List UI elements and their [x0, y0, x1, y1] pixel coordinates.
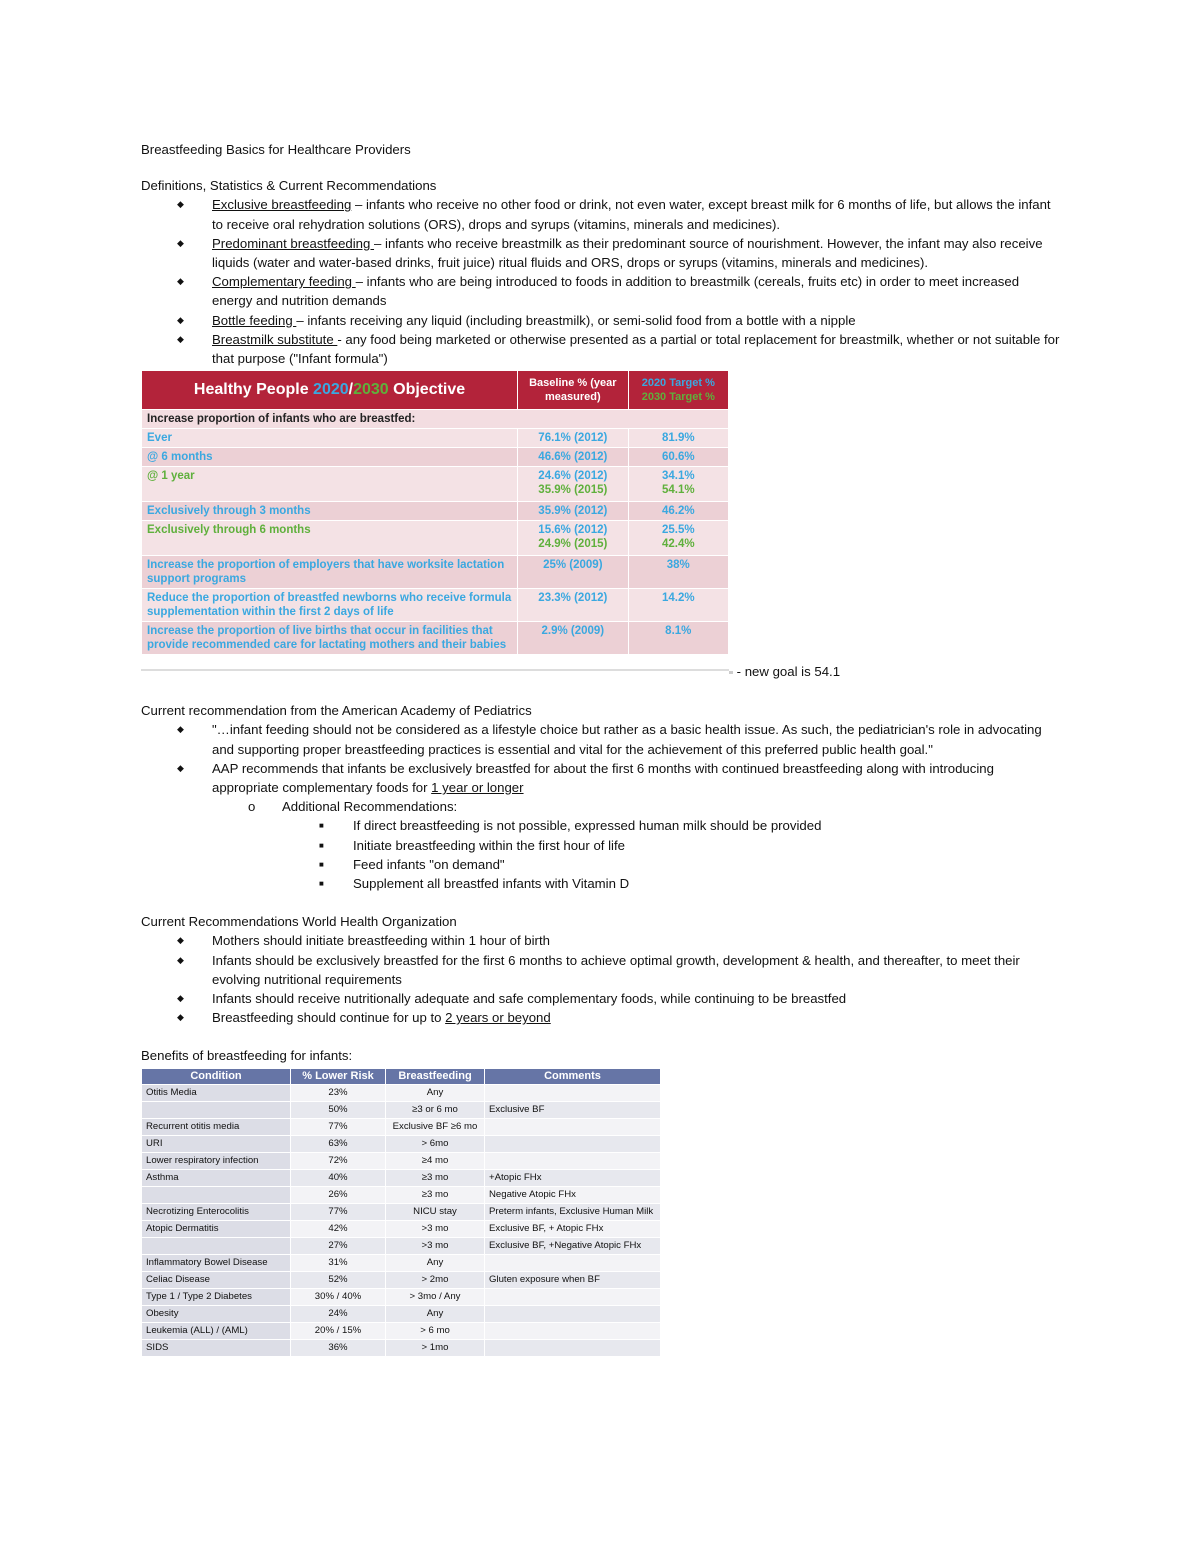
list-item: ■ Feed infants "on demand" — [141, 855, 1061, 874]
definitions-list — [141, 195, 1061, 368]
breastfeeding-cell: NICU stay — [386, 1203, 485, 1220]
definition-term: Complementary feeding — [212, 274, 356, 290]
table-header-objective: Healthy People 2020/2030 Objective — [142, 371, 518, 410]
breastfeeding-cell: > 6mo — [386, 1135, 485, 1152]
lower-risk-cell: 26% — [291, 1186, 386, 1203]
healthy-people-figure — [141, 370, 1061, 682]
table-row — [142, 1288, 661, 1305]
bullet-icon: ◆ — [177, 954, 184, 965]
definition-term: Breastmilk substitute — [212, 331, 338, 347]
table-row: Ever 76.1% (2012) 81.9% — [142, 429, 729, 448]
comments-cell — [485, 1305, 661, 1322]
breastfeeding-cell: ≥3 mo — [386, 1186, 485, 1203]
column-header: Condition — [142, 1068, 291, 1084]
lower-risk-cell: 20% / 15% — [291, 1322, 386, 1339]
comments-cell: Exclusive BF — [485, 1101, 661, 1118]
list-item: ◆ Breastfeeding should continue for up to 2 years or beyond — [141, 1008, 1061, 1027]
list-item: ■ If direct breastfeeding is not possible, expressed human milk should be provided — [141, 816, 1061, 835]
comments-cell — [485, 1152, 661, 1169]
condition-cell: Type 1 / Type 2 Diabetes — [142, 1288, 291, 1305]
comments-cell — [485, 1339, 661, 1356]
breastfeeding-cell: >3 mo — [386, 1220, 485, 1237]
benefits-table — [141, 1068, 661, 1357]
condition-cell: Leukemia (ALL) / (AML) — [142, 1322, 291, 1339]
bullet-icon: ◆ — [177, 993, 184, 1004]
breastfeeding-cell: ≥3 or 6 mo — [386, 1101, 485, 1118]
condition-cell: Lower respiratory infection — [142, 1152, 291, 1169]
bullet-icon: ◆ — [177, 237, 184, 248]
condition-cell — [142, 1186, 291, 1203]
document-body — [141, 140, 1061, 1357]
additional-recommendations-list — [141, 816, 1061, 893]
definition-term: Exclusive breastfeeding — [212, 197, 352, 213]
table-header-target: 2020 Target % 2030 Target % — [628, 371, 728, 410]
list-item — [141, 720, 1061, 758]
table-row — [142, 1118, 661, 1135]
comments-cell: Negative Atopic FHx — [485, 1186, 661, 1203]
definition-term: Bottle feeding — [212, 312, 297, 328]
table-row — [142, 1084, 661, 1101]
additional-recommendations-label: Additional Recommendations: — [282, 799, 458, 815]
list-item: ■ Supplement all breastfed infants with Vitamin D — [141, 874, 1061, 893]
lower-risk-cell: 31% — [291, 1254, 386, 1271]
healthy-people-table — [141, 370, 729, 655]
lower-risk-cell: 72% — [291, 1152, 386, 1169]
table-row — [142, 1101, 661, 1118]
list-item — [141, 759, 1061, 893]
square-bullet-icon: ■ — [319, 879, 324, 889]
definition-term: Predominant breastfeeding — [212, 235, 375, 251]
breastfeeding-cell: > 1mo — [386, 1339, 485, 1356]
aap-quote: "…infant feeding should not be considered as a lifestyle choice but rather as a basic health issue. As such, the pediatrician's role in advocating and supporting proper breastfeeding practices is essential and vital for the achievement of this preferred public health goal." — [212, 722, 1042, 757]
breastfeeding-cell: > 6 mo — [386, 1322, 485, 1339]
table-row — [142, 1135, 661, 1152]
aap-recommendation: AAP recommends that infants be exclusively breastfed for about the first 6 months with continued breastfeeding along with introducing appropriate complementary foods for — [212, 760, 994, 796]
square-bullet-icon: ■ — [319, 859, 324, 869]
comments-cell: Exclusive BF, +Negative Atopic FHx — [485, 1237, 661, 1254]
condition-cell: Inflammatory Bowel Disease — [142, 1254, 291, 1271]
comments-cell: Preterm infants, Exclusive Human Milk — [485, 1203, 661, 1220]
definition-text: - any food being marketed or otherwise presented as a partial or total replacement for breastmilk, whether or not suitable for that purpose ("Infant formula") — [212, 331, 1060, 367]
comments-cell: +Atopic FHx — [485, 1169, 661, 1186]
table-row — [142, 1254, 661, 1271]
column-header: % Lower Risk — [291, 1068, 386, 1084]
who-heading: Current Recommendations World Health Organization — [141, 914, 457, 930]
lower-risk-cell: 30% / 40% — [291, 1288, 386, 1305]
lower-risk-cell: 24% — [291, 1305, 386, 1322]
document-title: Breastfeeding Basics for Healthcare Providers — [141, 142, 411, 157]
table-subheading: Increase proportion of infants who are breastfed: — [142, 410, 729, 429]
table-subheading-row — [142, 410, 729, 429]
table-row — [142, 1237, 661, 1254]
breastfeeding-cell: ≥4 mo — [386, 1152, 485, 1169]
breastfeeding-cell: Any — [386, 1084, 485, 1101]
aap-heading: Current recommendation from the American Academy of Pediatrics — [141, 703, 532, 719]
table-row: @ 1 year 24.6% (2012) 35.9% (2015) 34.1% 54.1% — [142, 467, 729, 502]
condition-cell: Otitis Media — [142, 1084, 291, 1101]
lower-risk-cell: 23% — [291, 1084, 386, 1101]
comments-cell — [485, 1322, 661, 1339]
definition-text: – infants receiving any liquid (including breastmilk), or semi-solid food from a bottle with a nipple — [296, 312, 856, 328]
lower-risk-cell: 52% — [291, 1271, 386, 1288]
aap-recommendation-duration: 1 year or longer — [431, 780, 524, 796]
square-bullet-icon: ■ — [319, 840, 324, 850]
lower-risk-cell: 42% — [291, 1220, 386, 1237]
comments-cell: Exclusive BF, + Atopic FHx — [485, 1220, 661, 1237]
table-row — [142, 1169, 661, 1186]
list-item — [141, 234, 1061, 272]
square-bullet-icon: ■ — [319, 821, 324, 831]
definition-text: – infants who receive breastmilk as their predominant source of nourishment. However, the infant may also receive liquids (water and water-based drinks, fruit juice) ritual fluids and ORS, drops or syrups (vitamins, minerals and medicines). — [212, 235, 1043, 271]
table-header-row — [142, 1068, 661, 1084]
lower-risk-cell: 36% — [291, 1339, 386, 1356]
healthy-people-note: - new goal is 54.1 — [729, 662, 840, 681]
who-duration: 2 years or beyond — [445, 1010, 551, 1026]
condition-cell: URI — [142, 1135, 291, 1152]
table-row — [142, 1186, 661, 1203]
list-item — [141, 195, 1061, 233]
bullet-icon: ◆ — [177, 314, 184, 325]
bullet-icon: ◆ — [177, 333, 184, 344]
table-row — [142, 1203, 661, 1220]
breastfeeding-cell: Any — [386, 1305, 485, 1322]
table-row: Exclusively through 6 months 15.6% (2012) 24.9% (2015) 25.5% 42.4% — [142, 521, 729, 556]
table-row: Increase the proportion of live births that occur in facilities that provide recommended care for lactating mothers and their babies 2.9% (2009) 8.1% — [142, 622, 729, 655]
bullet-icon: ◆ — [177, 935, 184, 946]
table-row: Increase the proportion of employers that have worksite lactation support programs 25% (2009) 38% — [142, 556, 729, 589]
list-item — [141, 330, 1061, 368]
comments-cell — [485, 1254, 661, 1271]
condition-cell: Asthma — [142, 1169, 291, 1186]
lower-risk-cell: 27% — [291, 1237, 386, 1254]
breastfeeding-cell: >3 mo — [386, 1237, 485, 1254]
bullet-icon: ◆ — [177, 724, 184, 735]
definitions-heading: Definitions, Statistics & Current Recommendations — [141, 178, 437, 194]
table-row — [142, 1152, 661, 1169]
definition-text: – infants who receive no other food or drink, not even water, except breast milk for 6 months of life, but allows the infant to receive oral rehydration solutions (ORS), drops and syrups (vitamins, minerals and medicines). — [212, 197, 1051, 232]
table-row: Exclusively through 3 months 35.9% (2012) 46.2% — [142, 502, 729, 521]
column-header: Comments — [485, 1068, 661, 1084]
condition-cell: SIDS — [142, 1339, 291, 1356]
list-item: ■ Initiate breastfeeding within the first hour of life — [141, 836, 1061, 855]
bullet-icon: ◆ — [177, 762, 184, 773]
condition-cell — [142, 1237, 291, 1254]
table-row — [142, 1339, 661, 1356]
definition-text: – infants who are being introduced to foods in addition to breastmilk (cereals, fruits etc) in order to meet increased energy and nutrition demands — [212, 274, 1020, 309]
aap-sublist — [141, 797, 1061, 893]
condition-cell — [142, 1101, 291, 1118]
benefits-heading: Benefits of breastfeeding for infants: — [141, 1048, 353, 1064]
breastfeeding-cell: Exclusive BF ≥6 mo — [386, 1118, 485, 1135]
list-marker: o — [248, 799, 256, 815]
lower-risk-cell: 50% — [291, 1101, 386, 1118]
breastfeeding-cell: Any — [386, 1254, 485, 1271]
comments-cell: Gluten exposure when BF — [485, 1271, 661, 1288]
condition-cell: Recurrent otitis media — [142, 1118, 291, 1135]
lower-risk-cell: 40% — [291, 1169, 386, 1186]
who-list — [141, 931, 1061, 1027]
column-header: Breastfeeding — [386, 1068, 485, 1084]
list-item — [141, 272, 1061, 310]
comments-cell — [485, 1118, 661, 1135]
table-row — [142, 1322, 661, 1339]
aap-list — [141, 720, 1061, 893]
condition-cell: Obesity — [142, 1305, 291, 1322]
table-row — [142, 1271, 661, 1288]
comments-cell — [485, 1288, 661, 1305]
condition-cell: Atopic Dermatitis — [142, 1220, 291, 1237]
condition-cell: Necrotizing Enterocolitis — [142, 1203, 291, 1220]
breastfeeding-cell: > 3mo / Any — [386, 1288, 485, 1305]
table-header-baseline: Baseline % (year measured) — [518, 371, 629, 410]
condition-cell: Celiac Disease — [142, 1271, 291, 1288]
table-row — [142, 1305, 661, 1322]
benefits-table-body — [142, 1084, 661, 1356]
list-item: ◆ Infants should be exclusively breastfed for the first 6 months to achieve optimal growth, development & health, and thereafter, to meet their evolving nutritional requirements — [177, 952, 1020, 987]
table-header-row — [142, 371, 729, 410]
lower-risk-cell: 77% — [291, 1118, 386, 1135]
breastfeeding-cell: ≥3 mo — [386, 1169, 485, 1186]
breastfeeding-cell: > 2mo — [386, 1271, 485, 1288]
list-item: ◆ Mothers should initiate breastfeeding within 1 hour of birth — [141, 931, 1061, 950]
list-item — [141, 797, 1061, 893]
table-bottom-border — [141, 669, 729, 671]
table-row: Reduce the proportion of breastfed newborns who receive formula supplementation within the first 2 days of life 23.3% (2012) 14.2% — [142, 589, 729, 622]
table-row: @ 6 months 46.6% (2012) 60.6% — [142, 448, 729, 467]
comments-cell — [485, 1084, 661, 1101]
bullet-icon: ◆ — [177, 199, 184, 210]
lower-risk-cell: 77% — [291, 1203, 386, 1220]
bullet-icon: ◆ — [177, 1012, 184, 1023]
comments-cell — [485, 1135, 661, 1152]
lower-risk-cell: 63% — [291, 1135, 386, 1152]
list-item — [141, 311, 1061, 330]
list-item: ◆ Infants should receive nutritionally adequate and safe complementary foods, while continuing to be breastfed — [141, 989, 1061, 1008]
table-row — [142, 1220, 661, 1237]
bullet-icon: ◆ — [177, 276, 184, 287]
